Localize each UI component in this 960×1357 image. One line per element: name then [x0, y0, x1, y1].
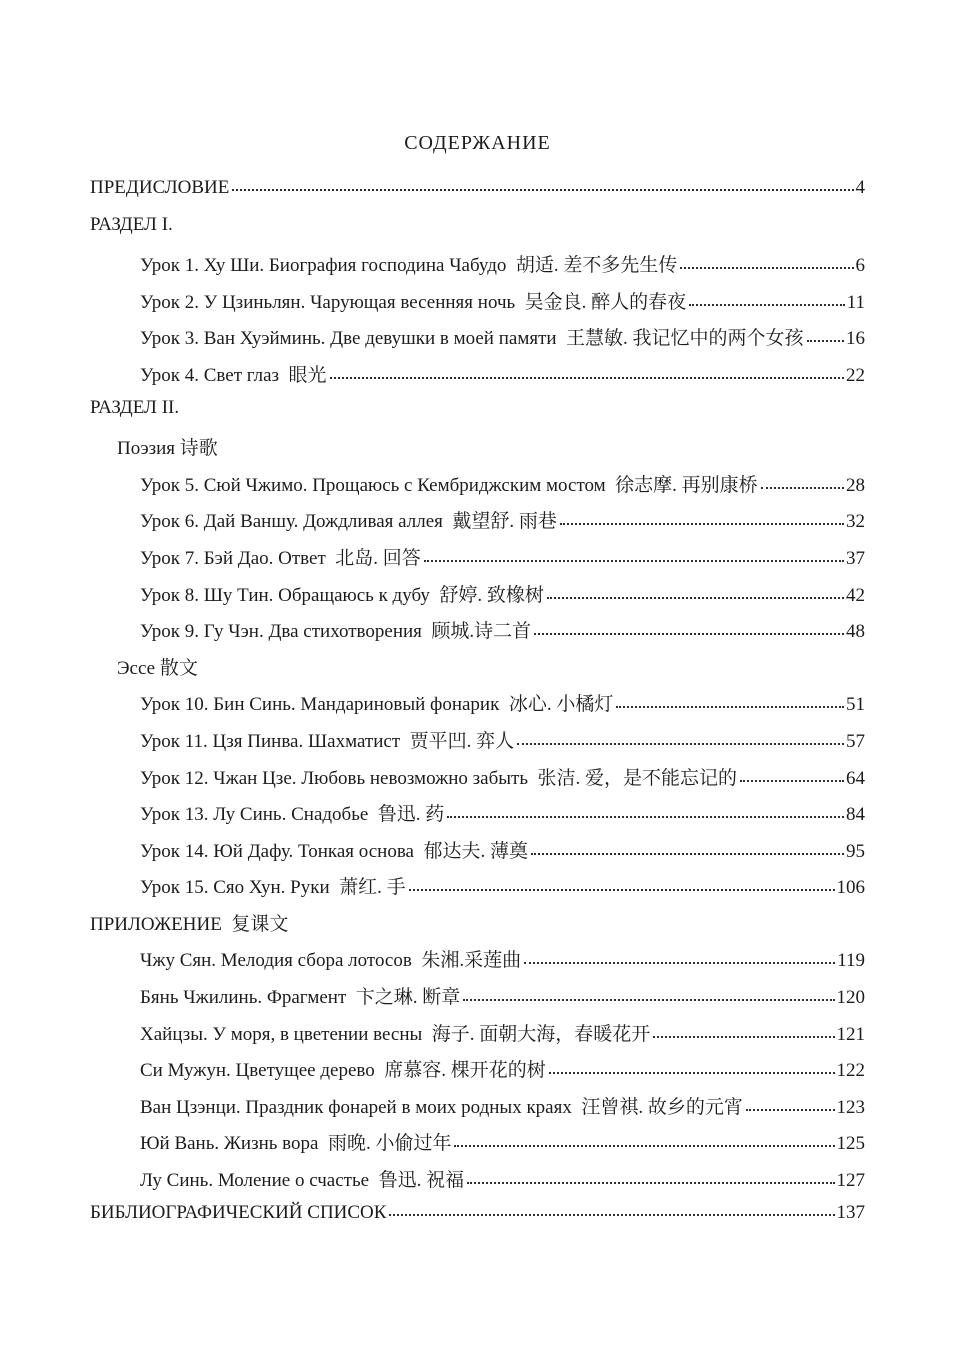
toc-entry-label: Бянь Чжилинь. Фрагмент 卞之琳. 断章 — [140, 987, 461, 1009]
toc-entry — [90, 1128, 865, 1165]
dot-leader — [330, 377, 844, 379]
toc-entry-label: Урок 9. Гу Чэн. Два стихотворения 顾城.诗二首 — [140, 621, 532, 643]
toc-entry-label: Си Мужун. Цветущее дерево 席慕容. 棵开花的树 — [140, 1060, 546, 1082]
toc-entry — [90, 250, 865, 287]
toc-entry-page: 4 — [855, 177, 865, 198]
toc-entry — [90, 323, 865, 360]
toc-entry-label: Поэзия 诗歌 — [117, 438, 218, 460]
page-title: СОДЕРЖАНИЕ — [404, 132, 551, 154]
toc-entry-label: БИБЛИОГРАФИЧЕСКИЙ СПИСОК — [90, 1201, 387, 1223]
toc-entry-label: Урок 7. Бэй Дао. Ответ 北岛. 回答 — [140, 547, 421, 569]
toc-entry-label: Урок 5. Сюй Чжимо. Прощаюсь с Кембриджским мостом 徐志摩. 再别康桥 — [140, 474, 758, 496]
table-of-contents — [90, 177, 865, 1238]
toc-entry-page: 84 — [846, 804, 865, 826]
toc-entry-page: 28 — [846, 474, 865, 496]
toc-entry-label: Урок 10. Бин Синь. Мандариновый фонарик 冰心. 小橘灯 — [140, 694, 614, 716]
toc-entry-label: Урок 12. Чжан Цзе. Любовь невозможно забыть 张洁. 爱，是不能忘记的 — [140, 767, 737, 789]
toc-entry-page: 120 — [836, 987, 865, 1009]
toc-entry — [90, 1202, 865, 1239]
toc-entry-page: 119 — [837, 950, 865, 972]
toc-entry — [90, 580, 865, 617]
dot-leader — [447, 816, 844, 818]
toc-entry — [90, 872, 865, 909]
toc-entry-page: 22 — [846, 364, 865, 386]
toc-entry-page: 121 — [836, 1023, 865, 1045]
toc-entry-label: РАЗДЕЛ I. — [90, 213, 173, 235]
toc-entry-page: 37 — [846, 547, 865, 569]
dot-leader — [746, 1109, 835, 1111]
toc-entry-label: Урок 15. Сяо Хун. Руки 萧红. 手 — [140, 877, 406, 899]
dot-leader — [531, 853, 844, 855]
toc-entry-page: 48 — [846, 621, 865, 643]
toc-entry — [90, 616, 865, 653]
toc-entry — [90, 506, 865, 543]
toc-entry — [90, 799, 865, 836]
toc-entry-page: 42 — [846, 584, 865, 606]
toc-entry-page: 32 — [846, 511, 865, 533]
toc-entry-label: Хайцзы. У моря, в цветении весны 海子. 面朝大海，春暖花开 — [140, 1023, 651, 1045]
toc-entry — [90, 1055, 865, 1092]
dot-leader — [454, 1145, 834, 1147]
dot-leader — [409, 889, 835, 891]
toc-entry-label: Урок 11. Цзя Пинва. Шахматист 贾平凹. 弈人 — [140, 730, 515, 752]
toc-entry — [90, 1019, 865, 1056]
toc-entry-label: Ван Цзэнци. Праздник фонарей в моих родных краях 汪曾祺. 故乡的元宵 — [140, 1096, 743, 1118]
toc-entry-page: 123 — [836, 1096, 865, 1118]
dot-leader — [424, 560, 844, 562]
dot-leader — [524, 962, 835, 964]
dot-leader — [232, 189, 853, 191]
dot-leader — [680, 267, 853, 269]
toc-entry — [90, 470, 865, 507]
toc-entry-page: 125 — [836, 1133, 865, 1155]
dot-leader — [761, 487, 844, 489]
dot-leader — [534, 633, 844, 635]
toc-entry — [90, 543, 865, 580]
toc-entry-page: 57 — [846, 730, 865, 752]
toc-entry — [90, 1165, 865, 1202]
dot-leader — [653, 1036, 834, 1038]
toc-entry-page: 6 — [855, 255, 865, 277]
toc-entry — [90, 433, 865, 470]
toc-entry-label: Урок 13. Лу Синь. Снадобье 鲁迅. 药 — [140, 804, 445, 826]
dot-leader — [740, 780, 844, 782]
dot-leader — [467, 1182, 834, 1184]
dot-leader — [389, 1214, 834, 1216]
toc-entry — [90, 287, 865, 324]
dot-leader — [549, 1072, 835, 1074]
dot-leader — [807, 340, 844, 342]
toc-entry-page: 127 — [836, 1170, 865, 1192]
toc-entry-page: 106 — [836, 877, 865, 899]
toc-entry-label: Урок 4. Свет глаз 眼光 — [140, 364, 327, 386]
dot-leader — [689, 304, 845, 306]
toc-entry — [90, 177, 865, 214]
dot-leader — [560, 523, 844, 525]
toc-entry-label: ПРЕДИСЛОВИЕ — [90, 177, 230, 198]
toc-entry-label: Урок 6. Дай Ваншу. Дождливая аллея 戴望舒. 雨巷 — [140, 511, 557, 533]
toc-entry — [90, 360, 865, 397]
toc-entry-label: РАЗДЕЛ II. — [90, 396, 180, 418]
toc-entry — [90, 214, 865, 251]
toc-entry — [90, 726, 865, 763]
toc-entry — [90, 982, 865, 1019]
toc-entry-label: Урок 8. Шу Тин. Обращаюсь к дубу 舒婷. 致橡树 — [140, 584, 544, 606]
toc-entry-label: Чжу Сян. Мелодия сбора лотосов 朱湘.采莲曲 — [140, 950, 522, 972]
toc-entry-label: ПРИЛОЖЕНИЕ 复课文 — [90, 913, 289, 935]
toc-entry-page: 122 — [836, 1060, 865, 1082]
toc-entry-label: Урок 1. Ху Ши. Биография господина Чабудо 胡适. 差不多先生传 — [140, 255, 678, 277]
toc-entry-page: 95 — [846, 840, 865, 862]
toc-entry — [90, 945, 865, 982]
toc-entry-page: 11 — [846, 291, 865, 313]
toc-entry — [90, 397, 865, 434]
toc-entry-label: Урок 3. Ван Хуэйминь. Две девушки в моей памяти 王慧敏. 我记忆中的两个女孩 — [140, 328, 804, 350]
toc-entry-label: Юй Вань. Жизнь вора 雨晚. 小偷过年 — [140, 1133, 452, 1155]
toc-entry — [90, 689, 865, 726]
toc-entry-label: Лу Синь. Моление о счастье 鲁迅. 祝福 — [140, 1170, 465, 1192]
toc-entry-page: 64 — [846, 767, 865, 789]
toc-entry-label: Урок 2. У Цзиньлян. Чарующая весенняя ночь 吴金良. 醉人的春夜 — [140, 291, 687, 313]
toc-entry — [90, 836, 865, 873]
toc-entry-label: Эссе 散文 — [117, 657, 198, 679]
toc-entry-label: Урок 14. Юй Дафу. Тонкая основа 郁达夫. 薄奠 — [140, 840, 528, 862]
toc-entry — [90, 763, 865, 800]
toc-entry-page: 51 — [846, 694, 865, 716]
toc-entry — [90, 909, 865, 946]
dot-leader — [616, 706, 844, 708]
dot-leader — [463, 999, 834, 1001]
toc-entry — [90, 1092, 865, 1129]
toc-entry-page: 16 — [846, 328, 865, 350]
dot-leader — [517, 743, 844, 745]
dot-leader — [547, 597, 844, 599]
toc-entry-page: 137 — [836, 1201, 865, 1223]
toc-entry — [90, 653, 865, 690]
